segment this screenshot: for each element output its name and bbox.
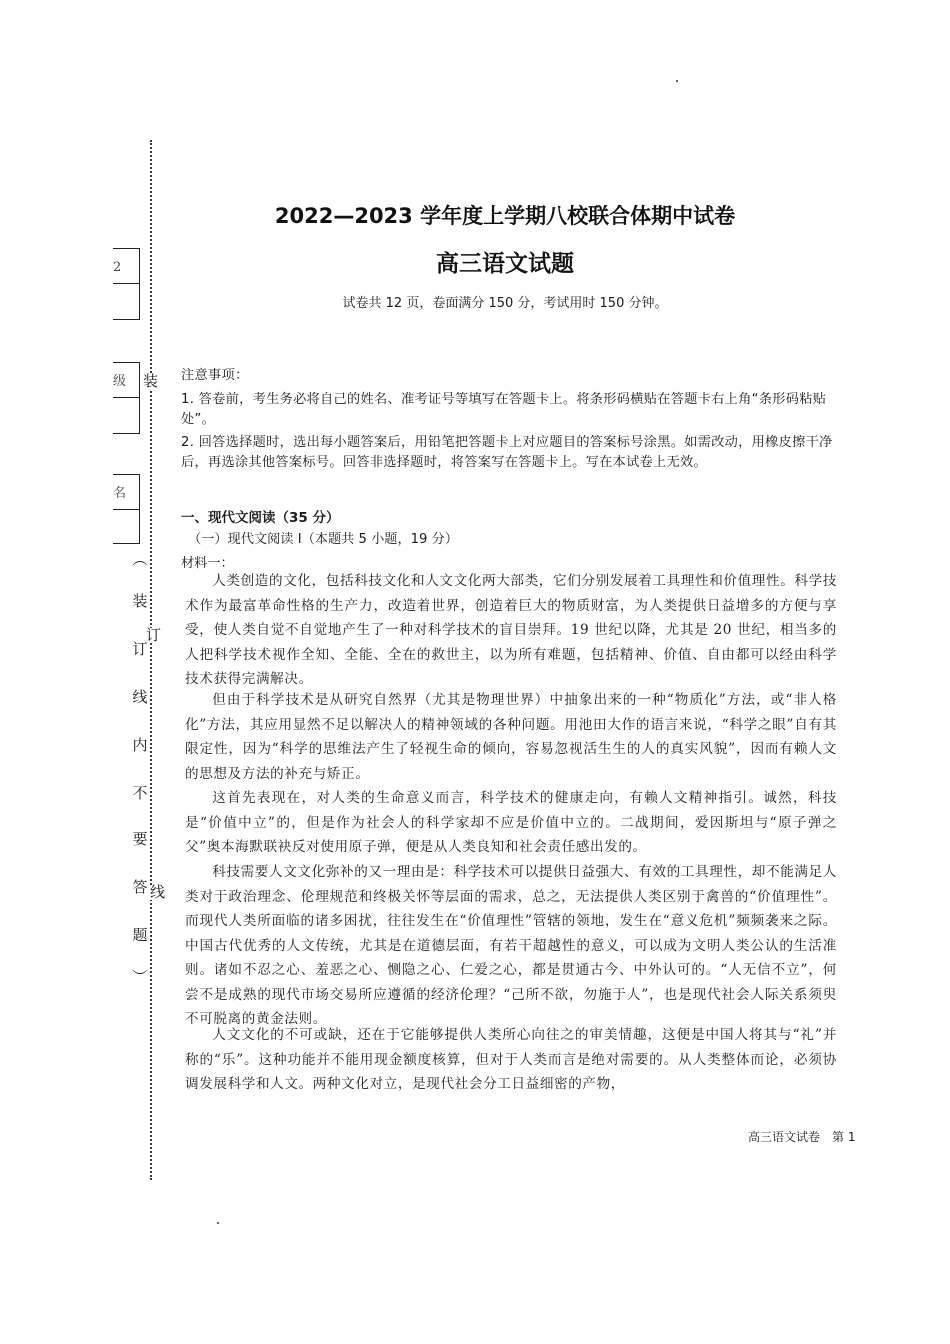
paragraph: 但由于科学技术是从研究自然界（尤其是物理世界）中抽象出来的一种“物质化”方法，或“非人格化”方法，其应用显然不足以解决人的精神领域的各种问题。用池田大作的语言来说，“科学之眼”自有其限定性，因为“科学的思维法产生了轻视生命的倾向，容易忽视活生生的人的真实风貌”，因而有赖人文的思想及方法的补充与矫正。 (185, 692, 837, 782)
seam-label-ding: 订 (146, 626, 162, 644)
binding-note-char: 答 (132, 878, 148, 896)
binding-note-char: ︵ (132, 550, 148, 568)
binding-note-char: 装 (132, 592, 148, 610)
binding-note-char: ︶ (132, 968, 148, 986)
paragraph: 人类创造的文化，包括科技文化和人文文化两大部类，它们分别发展着工具理性和价值理性。科学技术作为最富革命性格的生产力，改造着世界，创造着巨大的物质财富，为人类提供日益增多的方便与享受，使人类自觉不自觉地产生了一种对科学技术的盲目崇拜。19 世纪以降，尤其是 20 世纪，相当多的人把科学技术视作全知、全能、全在的救世主，以为所有难题，包括精神、价值、自由都可以经由科学技术获得完满解决。 (185, 573, 837, 687)
binding-note-char: 线 (132, 688, 148, 706)
binding-note-char: 内 (132, 736, 148, 754)
paragraph: 这首先表现在，对人类的生命意义而言，科学技术的健康走向，有赖人文精神指引。诚然，科技是“价值中立”的，但是作为社会人的科学家却不应是价值中立的。二战期间，爱因斯坦与“原子弹之父”奥本海默联袂反对使用原子弹，便是从人类良知和社会责任感出发的。 (185, 790, 837, 855)
notice-item-1: 1. 答卷前，考生务必将自己的姓名、准考证号等填写在答题卡上。将条形码横贴在答题卡右上角“条形码粘贴处”。 (181, 392, 827, 427)
box-label: 级 (113, 374, 127, 389)
box-divider (113, 283, 139, 284)
binding-box-name (113, 474, 140, 544)
binding-note-char: 要 (132, 830, 148, 848)
scan-speck (676, 80, 678, 82)
box-label: 2 (113, 260, 122, 275)
subsection-heading: （一）现代文阅读 I（本题共 5 小题，19 分） (188, 532, 459, 547)
binding-note-char: 题 (132, 926, 148, 944)
scan-speck (217, 1222, 219, 1224)
section-heading: 一、现代文阅读（35 分） (181, 510, 340, 526)
binding-box-grade (113, 362, 140, 434)
seam-label-zhuang: 装 (143, 372, 159, 390)
page-footer: 高三语文试卷 第 1 (748, 1130, 856, 1144)
binding-dotted-line (150, 140, 152, 1180)
binding-box-class (113, 248, 140, 320)
seam-label-xian: 线 (150, 883, 166, 901)
box-divider (113, 397, 139, 398)
box-divider (113, 509, 139, 510)
exam-title: 2022—2023 学年度上学期八校联合体期中试卷 (274, 204, 736, 228)
binding-note-char: 订 (132, 640, 148, 658)
subject-title: 高三语文试题 (436, 251, 574, 277)
notice-item-2: 2. 回答选择题时，选出每小题答案后，用铅笔把答题卡上对应题目的答案标号涂黑。如需改动，用橡皮擦干净后，再选涂其他答案标号。回答非选择题时，将答案写在答题卡上。写在本试卷上无效。 (181, 435, 833, 470)
box-label: 名 (113, 486, 127, 501)
exam-info: 试卷共 12 页，卷面满分 150 分，考试用时 150 分钟。 (342, 296, 668, 311)
binding-note-char: 不 (132, 784, 148, 802)
material-label: 材料一： (181, 556, 234, 571)
paragraph: 人文文化的不可或缺，还在于它能够提供人类所心向往之的审美情趣，这便是中国人将其与“礼”并称的“乐”。这种功能并不能用现金额度核算，但对于人类而言是绝对需要的。从人类整体而论，必须协调发展科学和人文。两种文化对立，是现代社会分工日益细密的产物， (185, 1027, 837, 1092)
paragraph: 科技需要人文文化弥补的又一理由是：科学技术可以提供日益强大、有效的工具理性，却不能满足人类对于政治理念、伦理规范和终极关怀等层面的需求，总之，无法提供人类区别于禽兽的“价值理性”。而现代人类所面临的诸多困扰，往往发生在“价值理性”管辖的领地，发生在“意义危机”频频袭来之际。中国古代优秀的人文传统，尤其是在道德层面，有若干超越性的意义，可以成为文明人类公认的生活准则。诸如不忍之心、羞恶之心、恻隐之心、仁爱之心，都是贯通古今、中外认可的。“人无信不立”，何尝不是成熟的现代市场交易所应遵循的经济伦理？“己所不欲，勿施于人”，也是现代社会人际关系须臾不可脱离的黄金法则。 (185, 864, 837, 1027)
notice-heading: 注意事项： (181, 368, 249, 383)
